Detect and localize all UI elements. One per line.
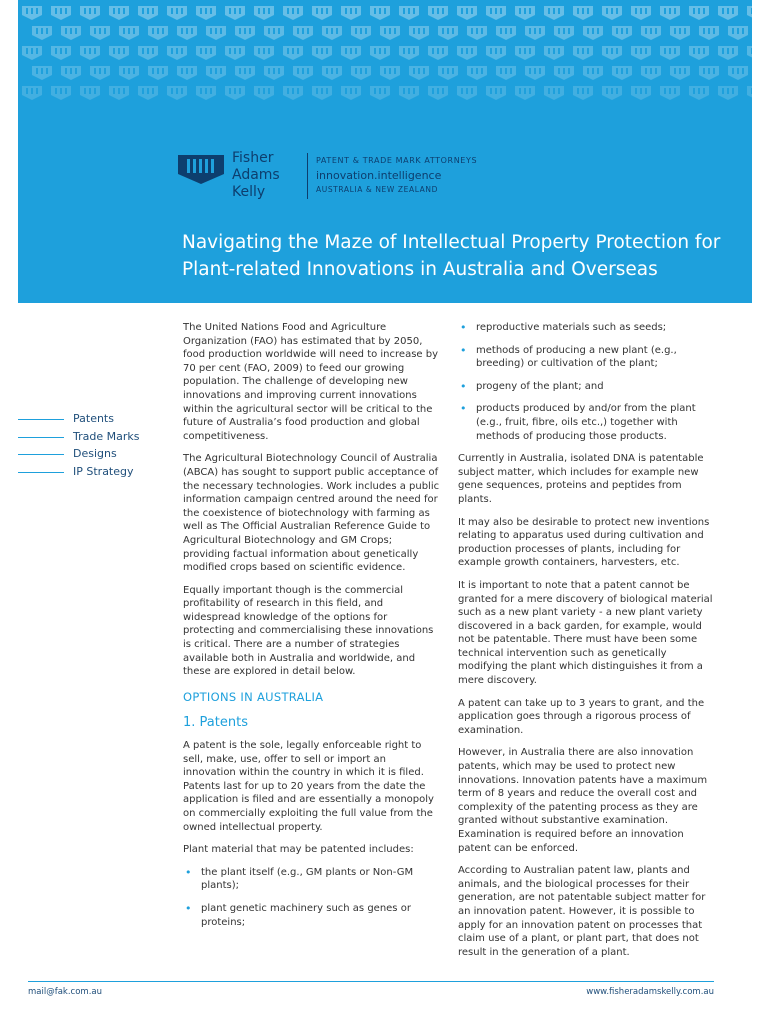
decorative-pattern [18, 0, 752, 110]
paragraph-commercial: Equally important though is the commercial profitability of research in this field, and widespread knowledge of the options for protecting and commercialising these innovations is critical. There are a number of strategies available both in Australia and worldwide, and these are explored in detail below. [183, 584, 434, 678]
logo-tagline-3: AUSTRALIA & NEW ZEALAND [316, 185, 438, 194]
paragraph-dna: Currently in Australia, isolated DNA is patentable subject matter, which includes for example new gene sequences, proteins and peptides from plants. [458, 453, 704, 505]
paragraph-patent-definition: A patent is the sole, legally enforceable right to sell, make, use, offer to sell or import an innovation within the country in which it is filed. Patents last for up to 20 years from the date the application is filed and are essentially a monopoly on commercially exploiting the full value from the owned intellectual property. [183, 740, 434, 833]
logo-mark-icon [178, 155, 224, 185]
logo-name: Fisher Adams Kelly [232, 150, 280, 200]
bullet-list [183, 866, 440, 929]
side-nav-label: Trade Marks [73, 429, 140, 443]
subheading-patents: 1. Patents [183, 715, 248, 731]
paragraph-grant-time: A patent can take up to 3 years to grant, and the application goes through a rigorous process of examination. [458, 697, 705, 736]
footer-divider [28, 981, 714, 982]
paragraph-patent-law: According to Australian patent law, plants and animals, and the biological processes for their generation, are not patentable subject matter for an innovation patent. However, it is possible to apply for an innovation patent on processes that claim use of a plant, or plant part, that does not result in the generation of a plant. [458, 865, 706, 958]
bullet-list [458, 321, 716, 443]
paragraph-discovery: It is important to note that a patent cannot be granted for a mere discovery of biological material such as a new plant variety - a new plant variety discovered in a back garden, for example, would not be patentable. There must have been some technical intervention such as genetically modifying the plant which distinguishes it from a mere discovery. [458, 579, 713, 687]
list-item: • reproductive materials such as seeds; [458, 321, 716, 335]
section-heading-options: OPTIONS IN AUSTRALIA [183, 689, 324, 704]
right-column [458, 321, 716, 968]
nav-line [18, 454, 64, 455]
nav-line [18, 472, 64, 473]
header-banner [18, 0, 752, 303]
paragraph-innovation-patents: However, in Australia there are also innovation patents, which may be used to protect new innovations. Innovation patents have a maximum term of 8 years and reduce the overall cost and complexity of the patenting process as they are granted without substantive examination. Examination is required before an innovation patent can be enforced. [458, 747, 708, 854]
list-item: • plant genetic machinery such as genes or proteins; [183, 902, 440, 929]
list-item: • methods of producing a new plant (e.g., breeding) or cultivation of the plant; [458, 344, 716, 371]
footer-website-link[interactable]: www.fisheradamskelly.com.au [586, 987, 714, 997]
nav-line [18, 437, 64, 438]
logo-tagline-2: innovation.intelligence [316, 169, 442, 182]
left-column [183, 321, 440, 938]
logo-tagline-1: PATENT & TRADE MARK ATTORNEYS [316, 156, 478, 165]
paragraph-plant-material: Plant material that may be patented includes: [183, 844, 414, 856]
footer-email-link[interactable]: mail@fak.com.au [28, 987, 102, 997]
side-nav-label: IP Strategy [73, 464, 134, 478]
list-item: • the plant itself (e.g., GM plants or Non-GM plants); [183, 866, 440, 893]
paragraph-apparatus: It may also be desirable to protect new inventions relating to apparatus used during cultivation and production processes of plants, including for example growth containers, harvesters, etc. [458, 516, 710, 569]
paragraph-fao: The United Nations Food and Agriculture Organization (FAO) has estimated that by 2050, food production worldwide will need to increase by 70 per cent (FAO, 2009) to feed our growing population. The challenge of developing new innovations and improving current innovations within the agricultural sector will be critical to the future of Australia’s food production and global competitiveness. [183, 322, 438, 442]
paragraph-abca: The Agricultural Biotechnology Council of Australia (ABCA) has sought to support public acceptance of the necessary technologies. Work includes a public information campaign centred around the need for the coexistence of biotechnology with farming as well as The Official Australian Reference Guide to Agricultural Biotechnology and GM Crops; providing factual information about genetically modified crops based on scientific evidence. [183, 453, 440, 574]
side-nav-label: Patents [73, 412, 114, 425]
side-nav-label: Designs [73, 447, 117, 460]
page-title: Navigating the Maze of Intellectual Property Protection for Plant-related Innovations in Australia and Overseas [182, 232, 721, 280]
logo-divider [307, 153, 308, 199]
nav-line [18, 419, 64, 420]
list-item: • progeny of the plant; and [458, 380, 716, 394]
list-item: • products produced by and/or from the plant (e.g., fruit, fibre, oils etc.,) together with methods of producing those products. [458, 402, 716, 443]
